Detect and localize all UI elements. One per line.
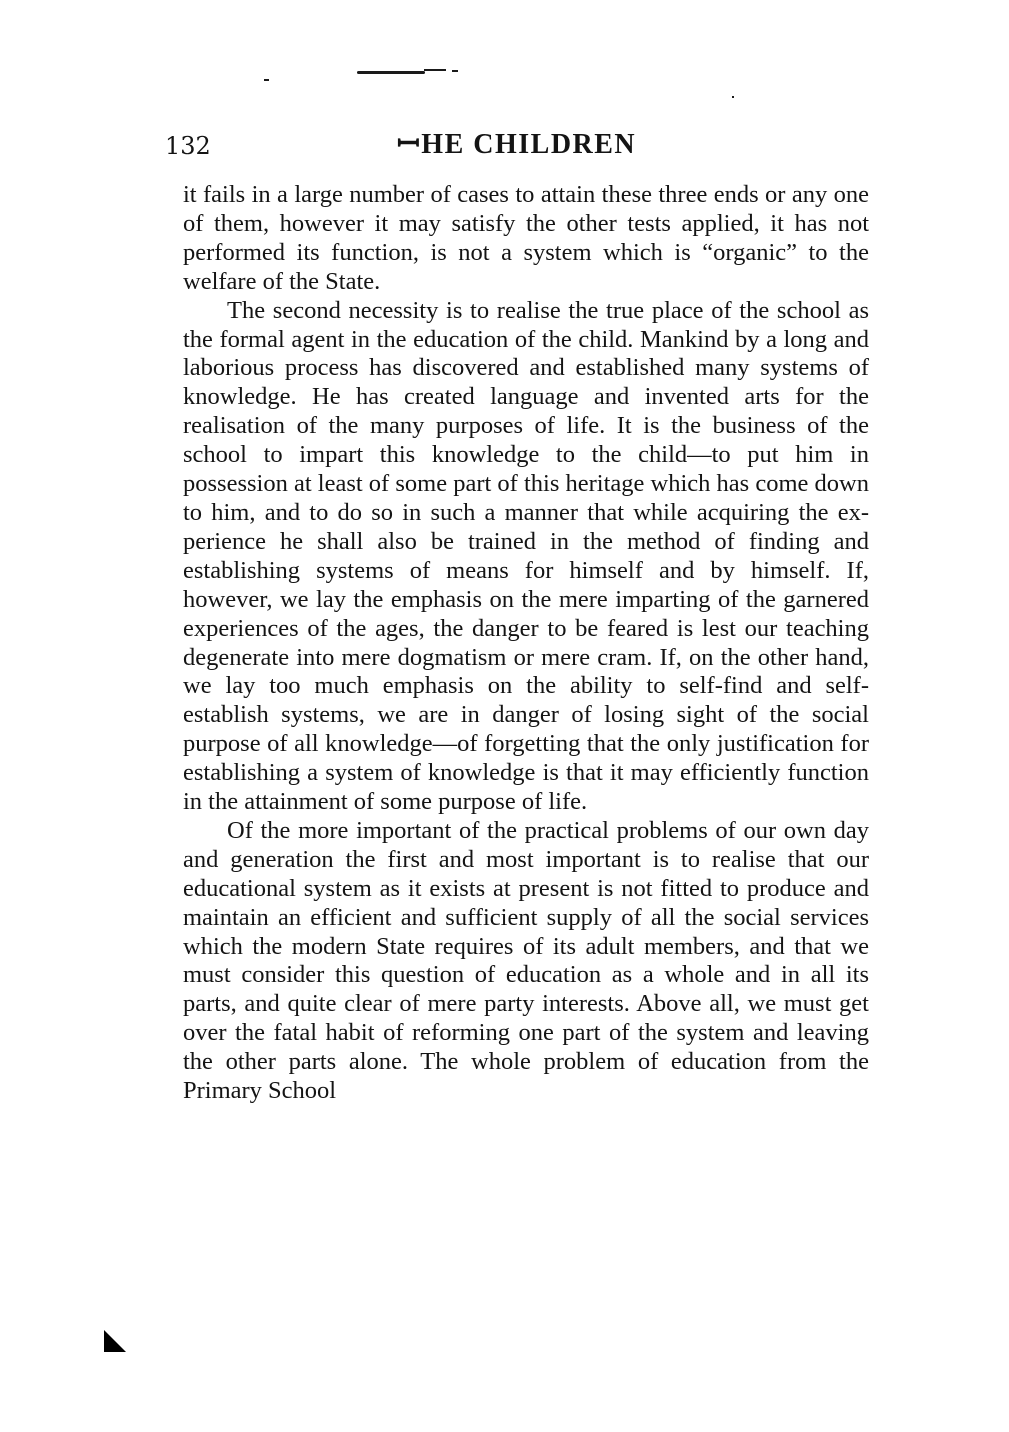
paragraph-practical-problems: Of the more important of the practical problems of our own day and generation the first and most important is to realise that our educational system as it exists at present is not fitted to produce and maintain an efficient and sufficient supply of all the social services which the modern State requires of its adult members, and that we must consider this question of education as a whole and in all its parts, and quite clear of mere party interests. Above all, we must get over the fatal habit of reforming one part of the system and leaving the other parts alone. The whole problem of education from the Primary School [183,816,869,1105]
paragraph-continuation: it fails in a large number of cases to attain these three ends or any one of them, however it may satisfy the other tests applied, it has not performed its function, is not a system which is “organic” to the welfare of the State. [183,181,869,295]
body-text [183,181,869,1106]
running-head [165,128,865,168]
scan-artifact-mark [357,71,425,74]
scan-artifact-mark [264,79,269,81]
running-title: ꟷHE CHILDREN [397,129,637,160]
scan-artifact-mark [424,69,446,71]
scan-artifact-mark [732,96,734,98]
scan-artifact-mark [452,70,458,72]
page-number: 132 [165,132,211,160]
paragraph-school-agent: The second necessity is to realise the true place of the school as the formal agent in the education of the child. Mankind by a long and laborious process has discovered and established many systems of knowledge. He has created language and invented arts for the realisation of the many purposes of life. It is the business of the school to impart this knowledge to the child—to put him in possession at least of some part of this heritage which has come down to him, and to do so in such a manner that while acquiring the experience he shall also be trained in the method of finding and establishing systems of means for himself and by himself. If, however, we lay the emphasis on the mere imparting of the garnered experiences of the ages, the danger to be feared is lest our teaching degenerate into mere dogmatism or mere cram. If, on the other hand, we lay too much emphasis on the ability to self-find and self-establish systems, we are in danger of losing sight of the social purpose of all knowledge—of forgetting that the only justification for establishing a system of knowledge is that it may efficiently function in the attainment of some purpose of life. [183,296,869,816]
page-corner-arrow-icon [104,1330,126,1352]
